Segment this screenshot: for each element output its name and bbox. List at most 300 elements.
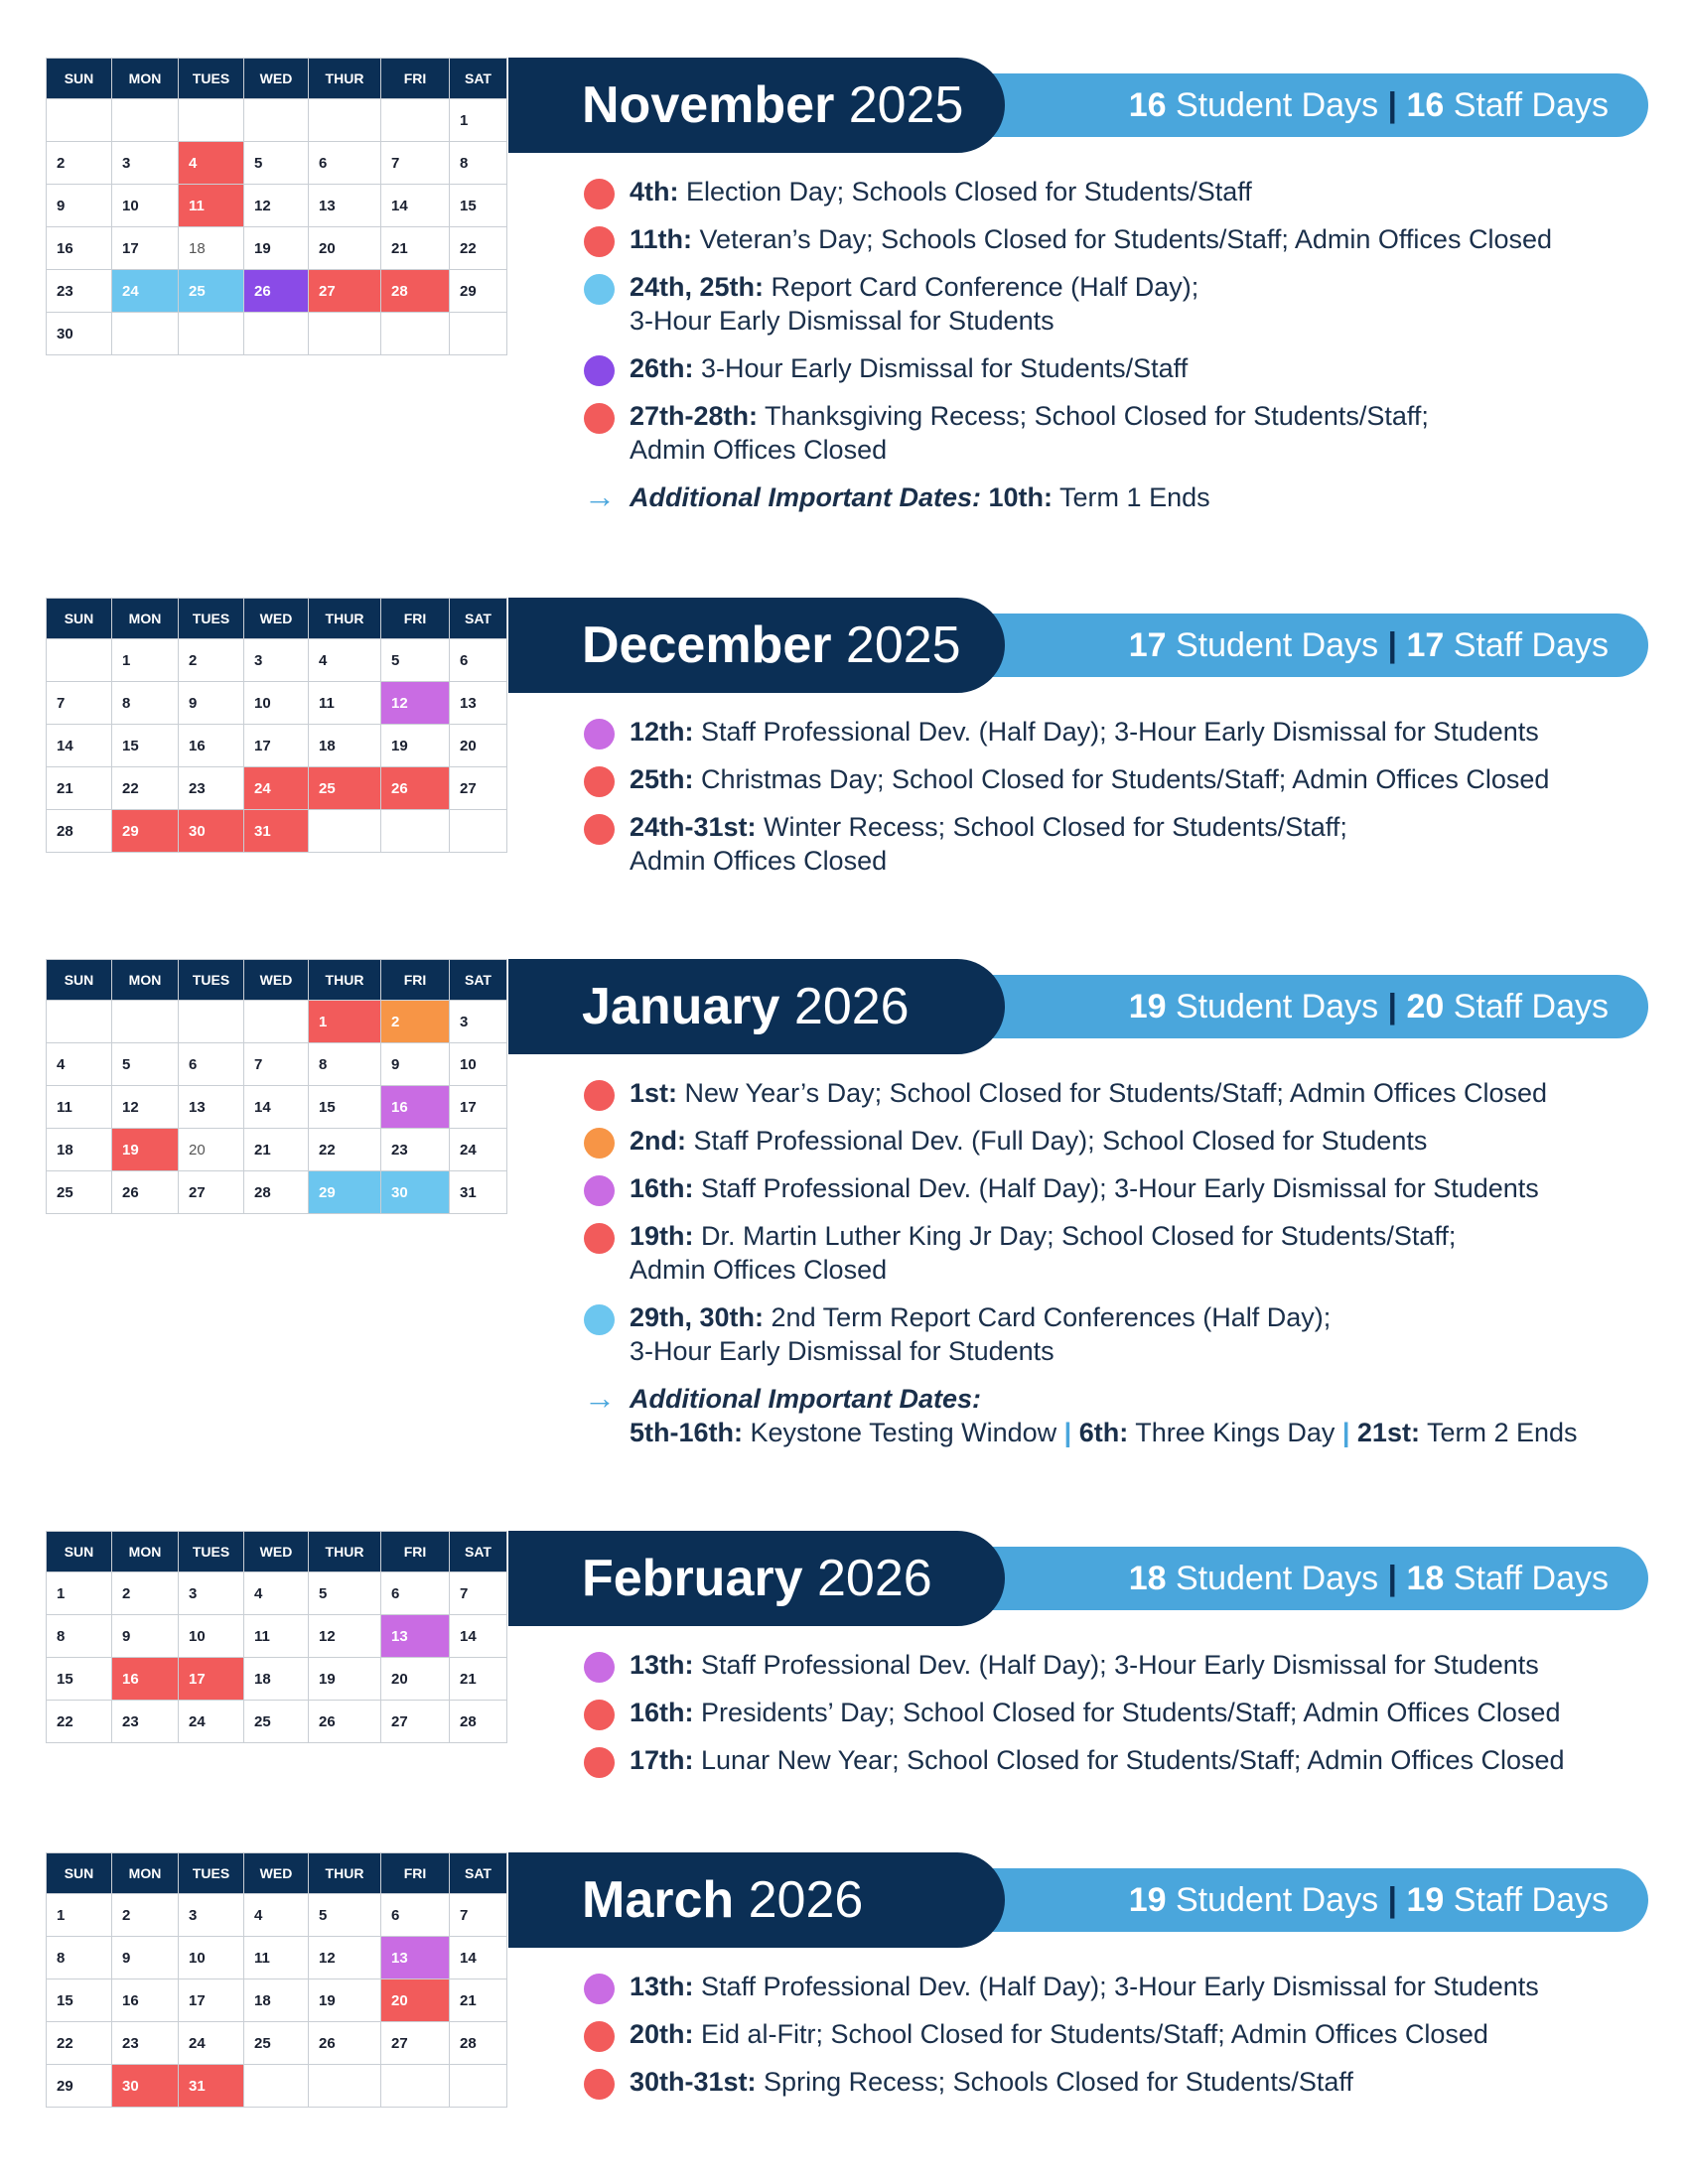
calendar-day-cell: 12 bbox=[309, 1615, 381, 1658]
weekday-header: MON bbox=[112, 599, 179, 639]
calendar-day-cell: 3 bbox=[179, 1894, 244, 1937]
student-days-label: Student Days bbox=[1166, 626, 1388, 664]
day-count-banner bbox=[923, 975, 1648, 1038]
calendar-day-cell: 7 bbox=[450, 1894, 507, 1937]
calendar-day-cell: 6 bbox=[309, 142, 381, 185]
calendar-empty-cell bbox=[179, 99, 244, 142]
calendar-empty-cell bbox=[450, 2065, 507, 2108]
calendar-week-row bbox=[47, 639, 507, 682]
calendar-day-cell: 17 bbox=[179, 1658, 244, 1701]
event-item bbox=[584, 1648, 1656, 1682]
weekday-header: TUES bbox=[179, 599, 244, 639]
additional-date-text: Term 2 Ends bbox=[1419, 1418, 1578, 1447]
events-list bbox=[584, 1648, 1656, 1791]
additional-date-text: Three Kings Day bbox=[1128, 1418, 1342, 1447]
calendar-day-cell: 25 bbox=[244, 2022, 309, 2065]
event-description-cont: 3-Hour Early Dismissal for Students bbox=[630, 306, 1055, 336]
event-color-dot-icon bbox=[584, 1223, 615, 1254]
weekday-header: FRI bbox=[381, 599, 450, 639]
calendar-day-cell: 19 bbox=[381, 725, 450, 767]
calendar-day-cell: 25 bbox=[47, 1171, 112, 1214]
calendar-day-cell: 25 bbox=[179, 270, 244, 313]
day-count-banner bbox=[923, 1547, 1648, 1610]
calendar-day-cell: 20 bbox=[381, 1979, 450, 2022]
calendar-day-cell: 10 bbox=[112, 185, 179, 227]
calendar-empty-cell bbox=[47, 1001, 112, 1043]
calendar-day-cell: 5 bbox=[112, 1043, 179, 1086]
event-description-cont: Admin Offices Closed bbox=[630, 435, 888, 465]
weekday-header: FRI bbox=[381, 1532, 450, 1572]
calendar-day-cell: 18 bbox=[309, 725, 381, 767]
calendar-day-cell: 8 bbox=[112, 682, 179, 725]
event-description-cont: 3-Hour Early Dismissal for Students bbox=[630, 1336, 1055, 1366]
calendar-day-cell: 14 bbox=[381, 185, 450, 227]
weekday-header: THUR bbox=[309, 960, 381, 1001]
calendar-day-cell: 1 bbox=[309, 1001, 381, 1043]
event-date: 20th: bbox=[630, 2019, 694, 2049]
calendar-day-cell: 26 bbox=[309, 2022, 381, 2065]
calendar-day-cell: 22 bbox=[47, 1701, 112, 1743]
event-item bbox=[584, 1696, 1656, 1729]
event-description: New Year’s Day; School Closed for Students/Staff; Admin Offices Closed bbox=[677, 1078, 1547, 1108]
event-item bbox=[584, 2065, 1656, 2099]
calendar-day-cell: 9 bbox=[179, 682, 244, 725]
event-item bbox=[584, 1970, 1656, 2003]
event-item bbox=[584, 1171, 1656, 1205]
calendar-day-cell: 12 bbox=[112, 1086, 179, 1129]
calendar-day-cell: 23 bbox=[179, 767, 244, 810]
calendar-day-cell: 23 bbox=[381, 1129, 450, 1171]
event-description-cont: Admin Offices Closed bbox=[630, 846, 888, 876]
calendar-day-cell: 28 bbox=[244, 1171, 309, 1214]
calendar-day-cell: 7 bbox=[47, 682, 112, 725]
weekday-header: SAT bbox=[450, 59, 507, 99]
calendar-day-cell: 31 bbox=[450, 1171, 507, 1214]
calendar-empty-cell bbox=[112, 313, 179, 355]
calendar-empty-cell bbox=[179, 1001, 244, 1043]
day-count-text bbox=[1129, 73, 1609, 137]
event-item bbox=[584, 2017, 1656, 2051]
calendar-day-cell: 14 bbox=[47, 725, 112, 767]
calendar-week-row bbox=[47, 142, 507, 185]
event-description: Presidents’ Day; School Closed for Students/Staff; Admin Offices Closed bbox=[693, 1698, 1561, 1727]
calendar-day-cell: 15 bbox=[47, 1658, 112, 1701]
calendar-week-row bbox=[47, 767, 507, 810]
event-date: 13th: bbox=[630, 1972, 694, 2001]
calendar-day-cell: 5 bbox=[309, 1572, 381, 1615]
month-year: 2026 bbox=[802, 1550, 932, 1607]
calendar-week-row bbox=[47, 1001, 507, 1043]
calendar-day-cell: 27 bbox=[309, 270, 381, 313]
calendar-day-cell: 8 bbox=[450, 142, 507, 185]
calendar-day-cell: 3 bbox=[244, 639, 309, 682]
event-item bbox=[584, 810, 1656, 878]
additional-dates bbox=[584, 1382, 1656, 1449]
additional-date-text: Keystone Testing Window bbox=[743, 1418, 1064, 1447]
month-calendar-grid bbox=[46, 959, 507, 1214]
event-color-dot-icon bbox=[584, 1175, 615, 1206]
calendar-day-cell: 4 bbox=[244, 1572, 309, 1615]
event-color-dot-icon bbox=[584, 1080, 615, 1111]
calendar-day-cell: 30 bbox=[179, 810, 244, 853]
calendar-day-cell: 7 bbox=[381, 142, 450, 185]
day-count-text bbox=[1129, 1547, 1609, 1610]
calendar-day-cell: 8 bbox=[47, 1937, 112, 1979]
calendar-week-row bbox=[47, 1894, 507, 1937]
weekday-header: WED bbox=[244, 1532, 309, 1572]
student-days-count: 17 bbox=[1128, 626, 1167, 664]
calendar-day-cell: 6 bbox=[179, 1043, 244, 1086]
event-item bbox=[584, 762, 1656, 796]
calendar-day-cell: 4 bbox=[244, 1894, 309, 1937]
calendar-day-cell: 19 bbox=[244, 227, 309, 270]
calendar-empty-cell bbox=[450, 810, 507, 853]
separator: | bbox=[1063, 1418, 1079, 1447]
event-item bbox=[584, 1076, 1656, 1110]
calendar-week-row bbox=[47, 1615, 507, 1658]
calendar-day-cell: 19 bbox=[309, 1658, 381, 1701]
additional-date: 10th: bbox=[981, 482, 1054, 512]
month-year: 2026 bbox=[734, 1871, 864, 1929]
event-date: 29th, 30th: bbox=[630, 1302, 765, 1332]
calendar-day-cell: 12 bbox=[244, 185, 309, 227]
calendar-day-cell: 19 bbox=[112, 1129, 179, 1171]
calendar-day-cell: 3 bbox=[179, 1572, 244, 1615]
calendar-day-cell: 15 bbox=[450, 185, 507, 227]
month-calendar-grid bbox=[46, 1852, 507, 2108]
weekday-header: MON bbox=[112, 1853, 179, 1894]
event-color-dot-icon bbox=[584, 1304, 615, 1335]
calendar-empty-cell bbox=[47, 639, 112, 682]
calendar-day-cell: 6 bbox=[381, 1894, 450, 1937]
additional-date: 5th-16th: bbox=[630, 1418, 743, 1447]
calendar-day-cell: 15 bbox=[47, 1979, 112, 2022]
calendar-day-cell: 17 bbox=[244, 725, 309, 767]
calendar-empty-cell bbox=[309, 2065, 381, 2108]
day-count-text bbox=[1129, 614, 1609, 677]
event-color-dot-icon bbox=[584, 1128, 615, 1159]
weekday-header: SAT bbox=[450, 599, 507, 639]
separator: | bbox=[1387, 1560, 1398, 1597]
calendar-day-cell: 1 bbox=[450, 99, 507, 142]
calendar-day-cell: 5 bbox=[244, 142, 309, 185]
calendar-day-cell: 3 bbox=[450, 1001, 507, 1043]
calendar-day-cell: 4 bbox=[309, 639, 381, 682]
calendar-week-row bbox=[47, 682, 507, 725]
event-description: Staff Professional Dev. (Half Day); 3-Hour Early Dismissal for Students bbox=[693, 1173, 1539, 1203]
calendar-day-cell: 28 bbox=[381, 270, 450, 313]
student-days-count: 19 bbox=[1128, 988, 1167, 1025]
calendar-day-cell: 16 bbox=[112, 1979, 179, 2022]
events-list bbox=[584, 1076, 1656, 1463]
event-color-dot-icon bbox=[584, 403, 615, 434]
calendar-day-cell: 9 bbox=[47, 185, 112, 227]
month-calendar-grid bbox=[46, 58, 507, 355]
calendar-day-cell: 27 bbox=[381, 2022, 450, 2065]
calendar-day-cell: 13 bbox=[381, 1937, 450, 1979]
calendar-day-cell: 21 bbox=[47, 767, 112, 810]
staff-days-count: 19 bbox=[1397, 1881, 1445, 1919]
arrow-right-icon: → bbox=[584, 478, 616, 514]
weekday-header: FRI bbox=[381, 960, 450, 1001]
weekday-header: TUES bbox=[179, 1853, 244, 1894]
calendar-day-cell: 19 bbox=[309, 1979, 381, 2022]
student-days-label: Student Days bbox=[1166, 86, 1388, 124]
calendar-week-row bbox=[47, 810, 507, 853]
calendar-day-cell: 11 bbox=[244, 1937, 309, 1979]
calendar-empty-cell bbox=[244, 313, 309, 355]
calendar-day-cell: 6 bbox=[381, 1572, 450, 1615]
event-color-dot-icon bbox=[584, 2021, 615, 2052]
event-color-dot-icon bbox=[584, 2069, 615, 2100]
calendar-day-cell: 20 bbox=[381, 1658, 450, 1701]
calendar-week-row bbox=[47, 313, 507, 355]
calendar-empty-cell bbox=[309, 99, 381, 142]
calendar-week-row bbox=[47, 227, 507, 270]
calendar-day-cell: 21 bbox=[244, 1129, 309, 1171]
calendar-day-cell: 13 bbox=[381, 1615, 450, 1658]
event-item bbox=[584, 222, 1656, 256]
month-title bbox=[508, 1852, 1005, 1948]
calendar-day-cell: 4 bbox=[47, 1043, 112, 1086]
event-date: 24th, 25th: bbox=[630, 272, 765, 302]
calendar-day-cell: 5 bbox=[309, 1894, 381, 1937]
calendar-empty-cell bbox=[309, 313, 381, 355]
student-days-label: Student Days bbox=[1166, 1560, 1388, 1597]
weekday-header: TUES bbox=[179, 960, 244, 1001]
calendar-empty-cell bbox=[381, 99, 450, 142]
calendar-empty-cell bbox=[244, 1001, 309, 1043]
calendar-empty-cell bbox=[244, 2065, 309, 2108]
calendar-day-cell: 22 bbox=[47, 2022, 112, 2065]
calendar-day-cell: 4 bbox=[179, 142, 244, 185]
event-date: 19th: bbox=[630, 1221, 694, 1251]
event-description: Staff Professional Dev. (Half Day); 3-Hour Early Dismissal for Students bbox=[693, 717, 1539, 747]
calendar-day-cell: 13 bbox=[450, 682, 507, 725]
arrow-right-icon: → bbox=[584, 1380, 616, 1416]
weekday-header: MON bbox=[112, 1532, 179, 1572]
event-description: Winter Recess; School Closed for Students/Staff; bbox=[756, 812, 1347, 842]
event-description: Lunar New Year; School Closed for Students/Staff; Admin Offices Closed bbox=[693, 1745, 1565, 1775]
calendar-day-cell: 2 bbox=[112, 1572, 179, 1615]
staff-days-label: Staff Days bbox=[1444, 988, 1609, 1025]
calendar-day-cell: 11 bbox=[244, 1615, 309, 1658]
month-title bbox=[508, 1531, 1005, 1626]
calendar-day-cell: 28 bbox=[47, 810, 112, 853]
calendar-day-cell: 10 bbox=[450, 1043, 507, 1086]
calendar-day-cell: 15 bbox=[309, 1086, 381, 1129]
event-description: Election Day; Schools Closed for Students/Staff bbox=[678, 177, 1252, 206]
events-list bbox=[584, 175, 1656, 528]
calendar-day-cell: 30 bbox=[47, 313, 112, 355]
calendar-day-cell: 24 bbox=[450, 1129, 507, 1171]
calendar-day-cell: 2 bbox=[112, 1894, 179, 1937]
calendar-day-cell: 25 bbox=[244, 1701, 309, 1743]
event-description: Staff Professional Dev. (Full Day); School Closed for Students bbox=[686, 1126, 1428, 1156]
event-description: Staff Professional Dev. (Half Day); 3-Hour Early Dismissal for Students bbox=[693, 1972, 1539, 2001]
calendar-week-row bbox=[47, 1979, 507, 2022]
event-description: Christmas Day; School Closed for Students/Staff; Admin Offices Closed bbox=[693, 764, 1550, 794]
weekday-header: THUR bbox=[309, 59, 381, 99]
student-days-label: Student Days bbox=[1166, 988, 1388, 1025]
event-description: Veteran’s Day; Schools Closed for Students/Staff; Admin Offices Closed bbox=[692, 224, 1552, 254]
calendar-day-cell: 10 bbox=[179, 1937, 244, 1979]
calendar-day-cell: 23 bbox=[112, 2022, 179, 2065]
calendar-day-cell: 25 bbox=[309, 767, 381, 810]
calendar-day-cell: 5 bbox=[381, 639, 450, 682]
calendar-week-row bbox=[47, 1658, 507, 1701]
weekday-header: TUES bbox=[179, 1532, 244, 1572]
calendar-day-cell: 16 bbox=[179, 725, 244, 767]
calendar-day-cell: 1 bbox=[112, 639, 179, 682]
month-name: February bbox=[582, 1550, 803, 1607]
additional-dates bbox=[584, 480, 1656, 514]
calendar-day-cell: 2 bbox=[179, 639, 244, 682]
calendar-week-row bbox=[47, 270, 507, 313]
calendar-day-cell: 17 bbox=[112, 227, 179, 270]
calendar-empty-cell bbox=[244, 99, 309, 142]
calendar-day-cell: 17 bbox=[179, 1979, 244, 2022]
month-name: December bbox=[582, 616, 832, 674]
event-item bbox=[584, 270, 1656, 338]
calendar-empty-cell bbox=[112, 99, 179, 142]
calendar-day-cell: 21 bbox=[381, 227, 450, 270]
calendar-day-cell: 16 bbox=[381, 1086, 450, 1129]
staff-days-label: Staff Days bbox=[1444, 1881, 1609, 1919]
calendar-day-cell: 24 bbox=[112, 270, 179, 313]
calendar-day-cell: 7 bbox=[450, 1572, 507, 1615]
event-description: 2nd Term Report Card Conferences (Half Day); bbox=[764, 1302, 1332, 1332]
event-date: 2nd: bbox=[630, 1126, 686, 1156]
calendar-empty-cell bbox=[179, 313, 244, 355]
event-date: 11th: bbox=[630, 224, 693, 254]
calendar-day-cell: 7 bbox=[244, 1043, 309, 1086]
staff-days-label: Staff Days bbox=[1444, 1560, 1609, 1597]
calendar-day-cell: 24 bbox=[179, 2022, 244, 2065]
calendar-week-row bbox=[47, 1572, 507, 1615]
calendar-week-row bbox=[47, 1171, 507, 1214]
calendar-week-row bbox=[47, 185, 507, 227]
staff-days-count: 18 bbox=[1397, 1560, 1445, 1597]
event-color-dot-icon bbox=[584, 766, 615, 797]
month-year: 2026 bbox=[779, 978, 910, 1035]
calendar-day-cell: 21 bbox=[450, 1979, 507, 2022]
calendar-day-cell: 11 bbox=[309, 682, 381, 725]
event-description: Dr. Martin Luther King Jr Day; School Closed for Students/Staff; bbox=[693, 1221, 1457, 1251]
event-item bbox=[584, 1300, 1656, 1368]
event-date: 25th: bbox=[630, 764, 694, 794]
calendar-day-cell: 22 bbox=[309, 1129, 381, 1171]
staff-days-count: 16 bbox=[1397, 86, 1445, 124]
event-color-dot-icon bbox=[584, 274, 615, 305]
weekday-header: SUN bbox=[47, 59, 112, 99]
calendar-week-row bbox=[47, 1086, 507, 1129]
calendar-day-cell: 18 bbox=[47, 1129, 112, 1171]
month-title bbox=[508, 959, 1005, 1054]
weekday-header: FRI bbox=[381, 1853, 450, 1894]
day-count-banner bbox=[923, 614, 1648, 677]
event-description: Thanksgiving Recess; School Closed for Students/Staff; bbox=[758, 401, 1429, 431]
calendar-day-cell: 26 bbox=[381, 767, 450, 810]
weekday-header: SUN bbox=[47, 1532, 112, 1572]
calendar-week-row bbox=[47, 2022, 507, 2065]
month-title bbox=[508, 598, 1005, 693]
calendar-day-cell: 22 bbox=[112, 767, 179, 810]
staff-days-label: Staff Days bbox=[1444, 86, 1609, 124]
weekday-header: THUR bbox=[309, 1532, 381, 1572]
calendar-day-cell: 20 bbox=[309, 227, 381, 270]
calendar-empty-cell bbox=[112, 1001, 179, 1043]
calendar-week-row bbox=[47, 2065, 507, 2108]
weekday-header: THUR bbox=[309, 599, 381, 639]
weekday-header: MON bbox=[112, 960, 179, 1001]
calendar-day-cell: 1 bbox=[47, 1894, 112, 1937]
event-date: 17th: bbox=[630, 1745, 694, 1775]
student-days-count: 16 bbox=[1128, 86, 1167, 124]
event-color-dot-icon bbox=[584, 719, 615, 750]
calendar-day-cell: 18 bbox=[179, 227, 244, 270]
event-date: 4th: bbox=[630, 177, 679, 206]
calendar-day-cell: 20 bbox=[450, 725, 507, 767]
calendar-day-cell: 11 bbox=[179, 185, 244, 227]
calendar-day-cell: 29 bbox=[309, 1171, 381, 1214]
calendar-day-cell: 30 bbox=[381, 1171, 450, 1214]
event-item bbox=[584, 351, 1656, 385]
weekday-header: SUN bbox=[47, 1853, 112, 1894]
calendar-day-cell: 9 bbox=[112, 1615, 179, 1658]
event-item bbox=[584, 399, 1656, 467]
weekday-header: WED bbox=[244, 960, 309, 1001]
calendar-empty-cell bbox=[381, 810, 450, 853]
weekday-header: MON bbox=[112, 59, 179, 99]
calendar-day-cell: 12 bbox=[309, 1937, 381, 1979]
additional-dates-label: Additional Important Dates: bbox=[630, 1384, 982, 1414]
calendar-day-cell: 13 bbox=[179, 1086, 244, 1129]
calendar-day-cell: 27 bbox=[179, 1171, 244, 1214]
calendar-day-cell: 2 bbox=[47, 142, 112, 185]
calendar-day-cell: 15 bbox=[112, 725, 179, 767]
calendar-empty-cell bbox=[47, 99, 112, 142]
weekday-header: SUN bbox=[47, 599, 112, 639]
event-item bbox=[584, 1124, 1656, 1158]
calendar-week-row bbox=[47, 1043, 507, 1086]
event-color-dot-icon bbox=[584, 1700, 615, 1730]
event-color-dot-icon bbox=[584, 226, 615, 257]
calendar-day-cell: 28 bbox=[450, 1701, 507, 1743]
calendar-empty-cell bbox=[309, 810, 381, 853]
calendar-day-cell: 18 bbox=[244, 1658, 309, 1701]
calendar-day-cell: 14 bbox=[244, 1086, 309, 1129]
event-date: 30th-31st: bbox=[630, 2067, 757, 2097]
staff-days-count: 20 bbox=[1397, 988, 1445, 1025]
event-date: 27th-28th: bbox=[630, 401, 759, 431]
event-item bbox=[584, 1743, 1656, 1777]
month-calendar-grid bbox=[46, 598, 507, 853]
calendar-day-cell: 30 bbox=[112, 2065, 179, 2108]
calendar-day-cell: 23 bbox=[112, 1701, 179, 1743]
student-days-count: 18 bbox=[1128, 1560, 1167, 1597]
event-color-dot-icon bbox=[584, 1652, 615, 1683]
calendar-day-cell: 31 bbox=[179, 2065, 244, 2108]
student-days-label: Student Days bbox=[1166, 1881, 1388, 1919]
event-color-dot-icon bbox=[584, 1974, 615, 2004]
calendar-day-cell: 11 bbox=[47, 1086, 112, 1129]
calendar-day-cell: 24 bbox=[179, 1701, 244, 1743]
staff-days-count: 17 bbox=[1397, 626, 1445, 664]
event-date: 1st: bbox=[630, 1078, 678, 1108]
calendar-day-cell: 14 bbox=[450, 1615, 507, 1658]
calendar-day-cell: 23 bbox=[47, 270, 112, 313]
